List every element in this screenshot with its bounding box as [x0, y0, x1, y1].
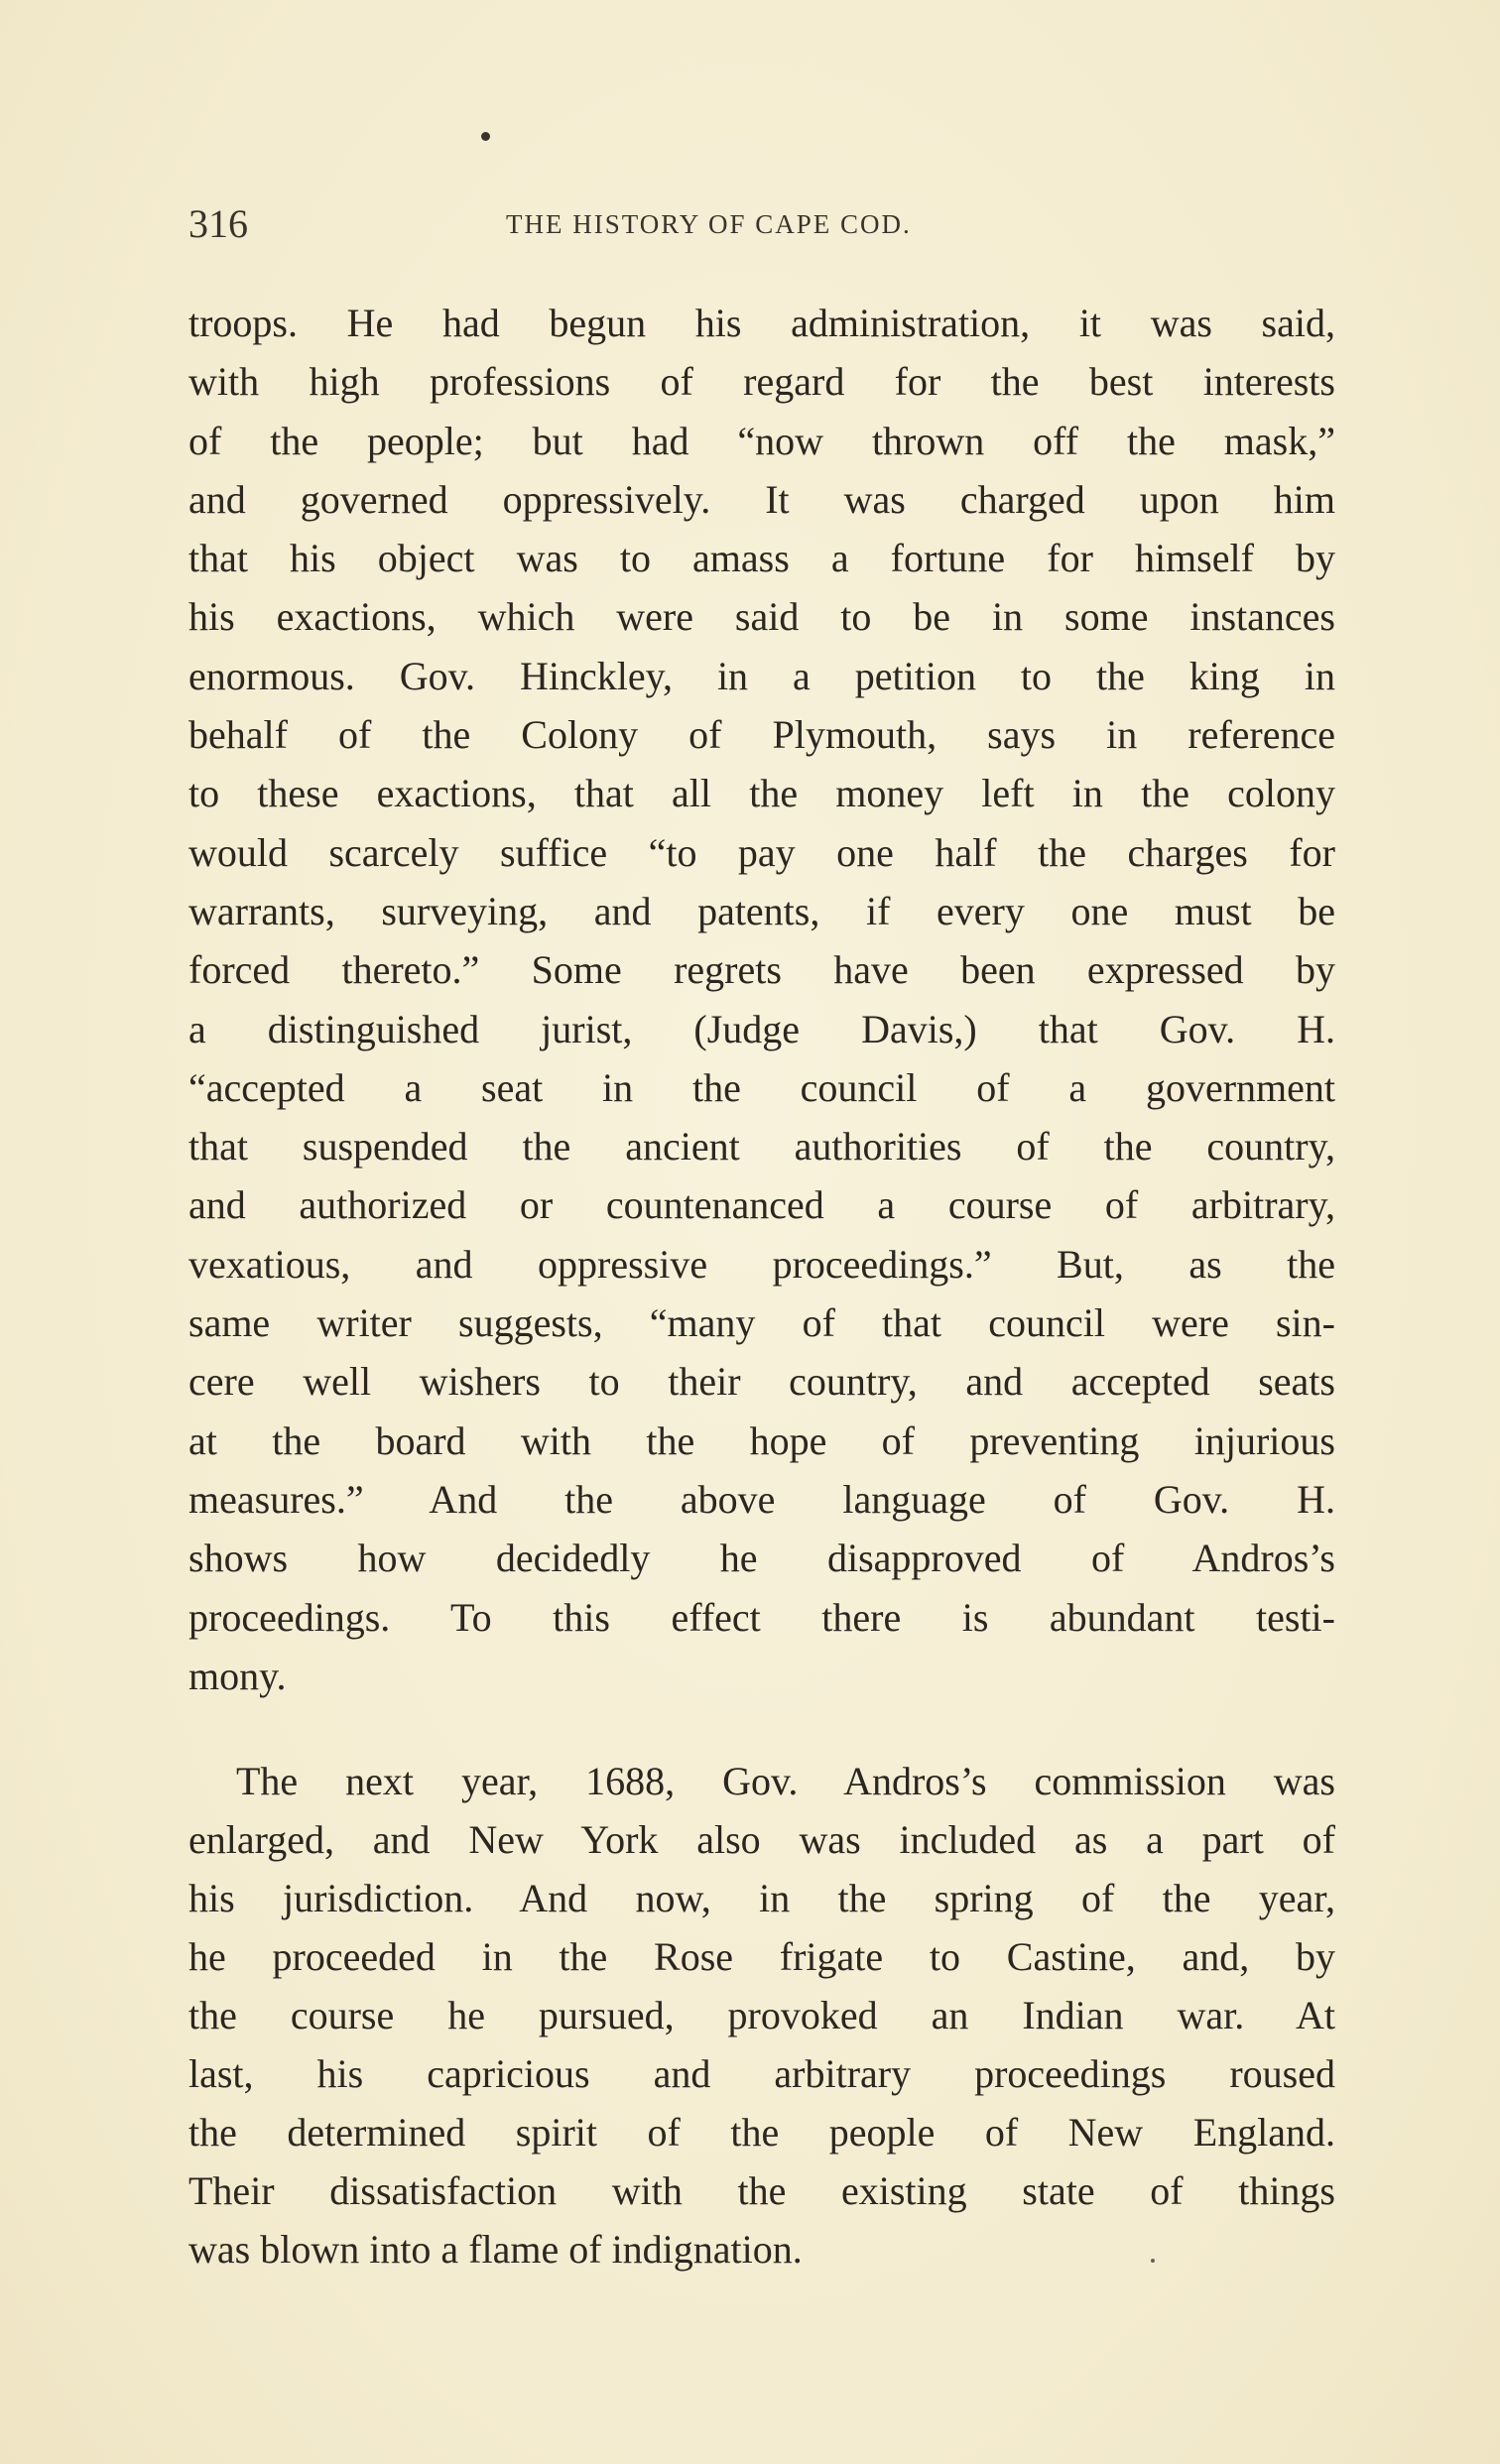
text-line: same writer suggests, “many of that council were sin-: [188, 1300, 1335, 1346]
text-line: at the board with the hope of preventing injurious: [188, 1417, 1335, 1463]
text-line: of the people; but had “now thrown off the mask,”: [188, 418, 1335, 463]
text-line: troops. He had begun his administration, it was said,: [188, 301, 1335, 345]
paragraph-1: [188, 294, 1335, 1705]
ink-dot: [1151, 2259, 1155, 2263]
text-line: enormous. Gov. Hinckley, in a petition to the king in: [188, 653, 1335, 698]
text-line: proceedings. To this effect there is abundant testi-: [188, 1594, 1335, 1640]
paragraph-2: [188, 1752, 1335, 2279]
text-line: last, his capricious and arbitrary proceedings roused: [188, 2051, 1335, 2096]
text-line: The next year, 1688, Gov. Andros’s commission was: [236, 1759, 1335, 1803]
text-line: he proceeded in the Rose frigate to Castine, and, by: [188, 1934, 1335, 1979]
text-line: his exactions, which were said to be in some instances: [188, 594, 1335, 640]
text-line: mony.: [188, 1653, 287, 1698]
running-title: THE HISTORY OF CAPE COD.: [506, 209, 912, 239]
text-line: the determined spirit of the people of New England.: [188, 2110, 1335, 2155]
page-header: [188, 194, 1339, 254]
text-line: shows how decidedly he disapproved of Andros’s: [188, 1536, 1335, 1581]
text-line: cere well wishers to their country, and accepted seats: [188, 1359, 1335, 1405]
text-line: warrants, surveying, and patents, if every one must be: [188, 888, 1335, 933]
text-line: forced thereto.” Some regrets have been expressed by: [188, 947, 1335, 993]
text-line: a distinguished jurist, (Judge Davis,) that Gov. H.: [188, 1006, 1335, 1051]
text-line: was blown into a flame of indignation.: [188, 2227, 803, 2272]
text-line: that his object was to amass a fortune for himself by: [188, 536, 1335, 581]
ink-speck: [481, 132, 490, 141]
text-line: measures.” And the above language of Gov. H.: [188, 1476, 1335, 1522]
text-line: Their dissatisfaction with the existing state of things: [188, 2168, 1335, 2213]
text-line: “accepted a seat in the council of a government: [188, 1064, 1335, 1110]
text-line: and governed oppressively. It was charged upon him: [188, 476, 1335, 522]
text-line: would scarcely suffice “to pay one half the charges for: [188, 829, 1335, 875]
text-line: with high professions of regard for the best interests: [188, 359, 1335, 405]
text-line: his jurisdiction. And now, in the spring of the year,: [188, 1876, 1335, 1920]
text-line: behalf of the Colony of Plymouth, says in reference: [188, 712, 1335, 758]
text-line: vexatious, and oppressive proceedings.” But, as the: [188, 1241, 1335, 1287]
page-number: 316: [188, 201, 248, 246]
text-line: that suspended the ancient authorities of the country,: [188, 1124, 1335, 1170]
text-line: the course he pursued, provoked an Indian war. At: [188, 1993, 1335, 2037]
text-line: enlarged, and New York also was included as a part of: [188, 1817, 1335, 1862]
text-line: and authorized or countenanced a course of arbitrary,: [188, 1182, 1335, 1228]
text-line: to these exactions, that all the money left in the colony: [188, 771, 1335, 816]
